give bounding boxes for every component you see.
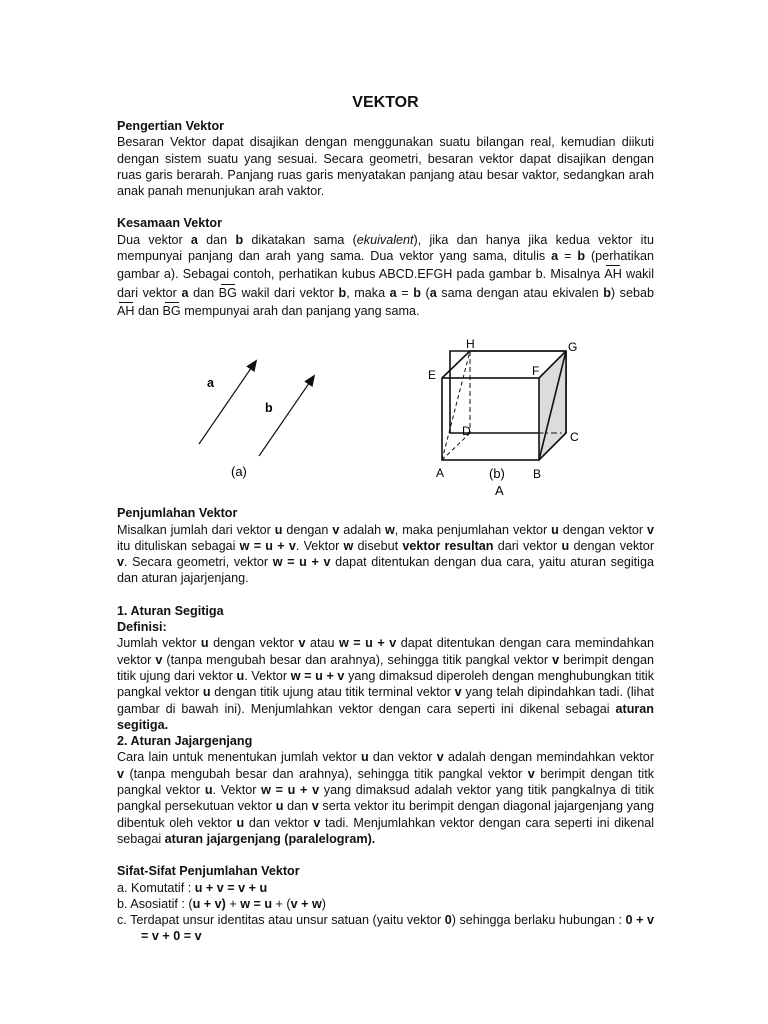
- list-item-identitas: c. Terdapat unsur identitas atau unsur satuan (yaitu vektor 0) sehingga berlaku hubungan : 0 + v = v + 0 = v: [117, 913, 654, 944]
- paragraph-aturan-segitiga: Jumlah vektor u dengan vektor v atau w = u + v dapat ditentukan dengan cara memindahkan vektor v (tanpa mengubah besar dan arahnya), sehingga titik pangkal vektor v berimpit dengan titik ujung dari vektor u. Vektor w = u + v yang dimaksud diperoleh dengan menghubungkan titik pangkal vektor u dengan titik ujung atau titik terminal vektor v yang telah dipindahkan tadi. (lihat gambar di bawah ini). Menjumlahkan vektor dengan cara seperti ini dikenal sebagai aturan segitiga.: [117, 636, 654, 732]
- heading-definisi: Definisi:: [117, 620, 167, 635]
- cube-label-d: D: [462, 424, 471, 439]
- cube-label-a: A: [436, 466, 445, 481]
- list-item-asosiatif: b. Asosiatif : (u + v) + w = u + (v + w): [117, 896, 326, 911]
- cube-label-e: E: [428, 368, 437, 383]
- heading-pengertian: Pengertian Vektor: [117, 119, 225, 133]
- caption-a: (a): [231, 464, 247, 480]
- page: [117, 92, 654, 945]
- vector-b-arrow: [259, 376, 314, 456]
- caption-b-extra: A: [495, 483, 504, 499]
- cube-front-face: [442, 378, 539, 460]
- figures: [117, 321, 654, 501]
- cube-label-b: B: [533, 467, 542, 482]
- heading-penjumlahan: Penjumlahan Vektor: [117, 506, 238, 521]
- figure-vectors-and-cube: [117, 321, 654, 501]
- cube-label-h: H: [466, 337, 475, 352]
- heading-sifat: Sifat-Sifat Penjumlahan Vektor: [117, 864, 300, 879]
- cube-label-f: F: [532, 364, 540, 379]
- heading-aturan-jajargenjang: 2. Aturan Jajargenjang: [117, 734, 253, 749]
- properties-list: [117, 880, 654, 945]
- paragraph-kesamaan: Dua vektor a dan b dikatakan sama (ekuivalent), jika dan hanya jika kedua vektor itu mempunyai panjang dan arah yang sama. Dua vektor yang sama, ditulis a = b (perhatikan gambar a). Sebagai contoh, perhatikan kubus ABCD.EFGH pada gambar b. Misalnya AH wakil dari vektor a dan BG wakil dari vektor b, maka a = b (a sama dengan atau ekivalen b) sebab AH dan BG mempunyai arah dan panjang yang sama.: [117, 232, 654, 318]
- vector-bg: BG: [219, 283, 237, 299]
- label-vector-b: b: [265, 401, 273, 416]
- heading-aturan-segitiga: 1. Aturan Segitiga: [117, 603, 224, 618]
- paragraph-penjumlahan: Misalkan jumlah dari vektor u dengan v adalah w, maka penjumlahan vektor u dengan vektor v itu dituliskan sebagai w = u + v. Vektor w disebut vektor resultan dari vektor u dengan vektor v. Secara geometri, vektor w = u + v dapat ditentukan dengan dua cara, yaitu aturan segitiga dan aturan jajarjenjang.: [117, 522, 655, 586]
- heading-kesamaan: Kesamaan Vektor: [117, 216, 223, 231]
- vector-a-arrow: [199, 361, 256, 444]
- cube-label-c: C: [570, 430, 579, 445]
- list-item-komutatif: a. Komutatif : u + v = v + u: [117, 880, 268, 895]
- page-title: VEKTOR: [352, 94, 419, 111]
- caption-b: (b): [489, 466, 505, 482]
- label-vector-a: a: [207, 376, 214, 391]
- cube-label-g: G: [568, 340, 578, 355]
- paragraph-pengertian: Besaran Vektor dapat disajikan dengan menggunakan suatu bilangan real, kemudian diikuti dengan sistem suatu yang sesuai. Secara geometri, besaran vektor dapat disajikan dengan ruas garis berarah. Panjang ruas garis menyatakan panjang atau besar vaktor, sedangkan arah anak panah menunjukan arah vaktor.: [117, 135, 654, 199]
- paragraph-aturan-jajargenjang: Cara lain untuk menentukan jumlah vektor u dan vektor v adalah dengan memindahkan vektor v (tanpa mengubah besar dan arahnya), sehingga titik pangkal vektor v berimpit dengan titk pangkal vektor u. Vektor w = u + v yang dimaksud adalah vektor yang titik pangkalnya di titik pangkal persekutuan vektor u dan v serta vektor itu berimpit dengan diagonal jajargenjang yang dibentuk oleh vektor u dan vektor v tadi. Menjumlahkan vektor dengan cara seperti ini dikenal sebagai aturan jajargenjang (paralelogram).: [117, 750, 655, 846]
- vector-ah: AH: [604, 264, 622, 280]
